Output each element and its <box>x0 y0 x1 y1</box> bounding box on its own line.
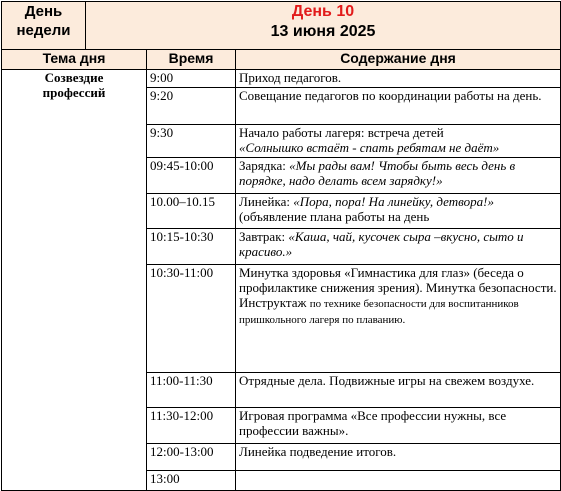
day-title-cell <box>86 2 561 50</box>
content-text: Минутка здоровья «Гимнастика для глаз» (беседа о профилактике снижения зрения). Минутка безопасности. Инструктаж <box>239 265 557 310</box>
content-cell <box>236 125 561 158</box>
time-cell: 10:30-11:00 <box>147 265 236 373</box>
time-cell: 12:00-13:00 <box>147 444 236 471</box>
content-note: (объявление плана работы на день <box>239 209 430 224</box>
content-cell <box>236 229 561 265</box>
content-cell <box>236 265 561 373</box>
theme-cell <box>2 70 147 491</box>
content-text: Зарядка: <box>239 158 286 173</box>
time-cell: 11:00-11:30 <box>147 373 236 408</box>
time-cell: 13:00 <box>147 471 236 491</box>
content-quote: «Мы рады вам! Чтобы быть весь день в порядке, надо делать всем зарядку!» <box>239 158 516 188</box>
content-text: Завтрак: <box>239 229 286 244</box>
theme-line2: профессий <box>42 85 106 100</box>
column-header-time: Время <box>147 50 236 70</box>
content-cell: Игровая программа «Все профессии нужны, все профессии важны». <box>236 408 561 444</box>
time-cell: 11:30-12:00 <box>147 408 236 444</box>
header-row <box>2 2 561 50</box>
content-cell <box>236 194 561 229</box>
time-cell: 9:20 <box>147 88 236 125</box>
content-cell: Совещание педагогов по координации работы на день. <box>236 88 561 125</box>
content-cell: Отрядные дела. Подвижные игры на свежем воздухе. <box>236 373 561 408</box>
weekday-label-cell <box>2 2 86 50</box>
time-cell: 10:15-10:30 <box>147 229 236 265</box>
time-cell: 09:45-10:00 <box>147 158 236 194</box>
content-text: Линейка: <box>239 194 290 209</box>
table-row <box>2 70 561 88</box>
weekday-label-line2: недели <box>16 22 71 39</box>
content-quote: «Каша, чай, кусочек сыра –вкусно, сыто и красиво.» <box>239 229 524 259</box>
content-cell <box>236 471 561 491</box>
content-cell <box>236 158 561 194</box>
schedule-table <box>1 1 561 491</box>
weekday-label-line1: День <box>24 3 63 20</box>
column-header-row <box>2 50 561 70</box>
time-cell: 10.00–10.15 <box>147 194 236 229</box>
time-cell: 9:00 <box>147 70 236 88</box>
column-header-content: Содержание дня <box>236 50 561 70</box>
content-cell: Приход педагогов. <box>236 70 561 88</box>
content-cell: Линейка подведение итогов. <box>236 444 561 471</box>
content-text: Начало работы лагеря: встреча детей <box>239 125 444 140</box>
content-quote: «Пора, пора! На линейку, детвора!» <box>293 194 494 209</box>
day-date: 13 июня 2025 <box>270 23 376 40</box>
day-title: День 10 <box>291 3 355 20</box>
content-quote: «Солнышко встаёт - спать ребятам не даёт» <box>239 140 500 155</box>
column-header-theme: Тема дня <box>2 50 147 70</box>
theme-line1: Созвездие <box>44 70 104 85</box>
time-cell: 9:30 <box>147 125 236 158</box>
content-small-text: по технике безопасности для воспитанников пришкольного лагеря по плаванию. <box>239 298 519 326</box>
